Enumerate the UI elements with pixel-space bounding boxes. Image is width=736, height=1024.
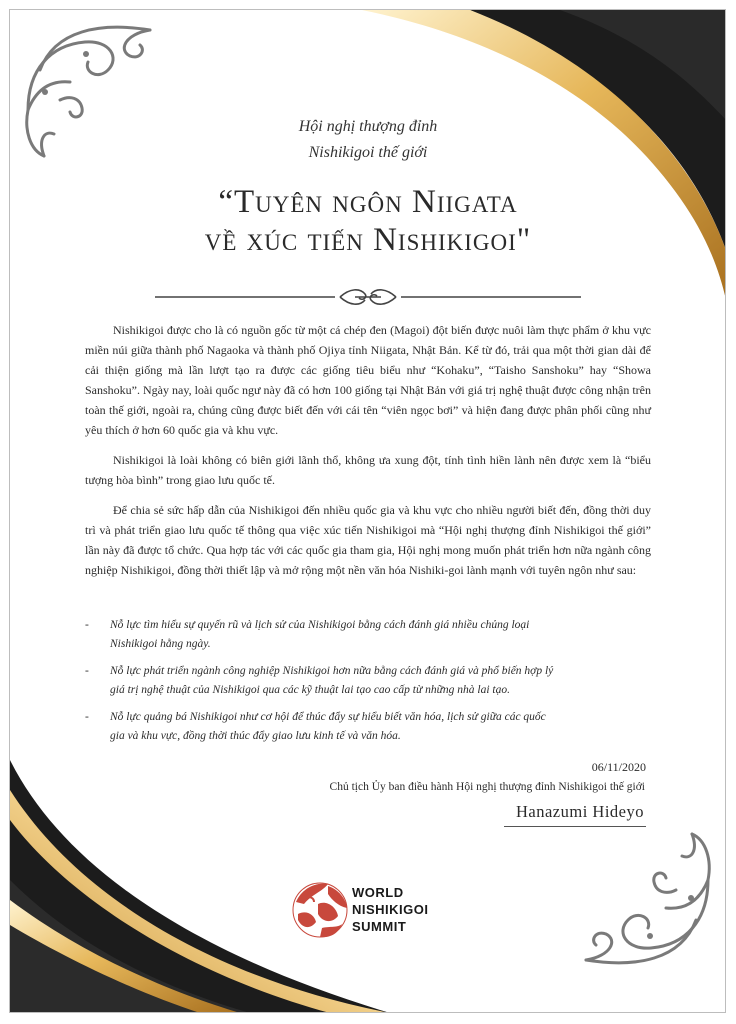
bullet-dash: -	[85, 711, 89, 723]
pledge-text: Nỗ lực tìm hiểu sự quyến rũ và lịch sử của Nishikigoi bằng cách đánh giá nhiều chủng loại Nishikigoi hằng ngày.	[110, 619, 530, 650]
declaration-title-line2: về xúc tiến Nishikigoi"	[204, 222, 532, 258]
signature-date: 06/11/2020	[591, 760, 646, 774]
pledge-item	[85, 616, 555, 654]
declaration-title-line1: “Tuyên ngôn Niigata	[218, 184, 518, 220]
summit-subtitle-line2: Nishikigoi thế giới	[308, 144, 428, 161]
bullet-dash: -	[85, 665, 89, 677]
body-paragraph: Nishikigoi là loài không có biên giới lãnh thổ, không ưa xung đột, tính tình hiền lành nên được xem là “biểu tượng hòa bình” trong giao lưu quốc tế.	[85, 453, 651, 487]
signatory-title: Chủ tịch Ủy ban điều hành Hội nghị thượng đỉnh Nishikigoi thế giới	[329, 781, 645, 793]
declaration-body	[85, 320, 651, 590]
logo-text-line: NISHIKIGOI	[352, 902, 429, 917]
body-paragraph: Nishikigoi được cho là có nguồn gốc từ một cá chép đen (Magoi) đột biến được nuôi làm thực phẩm ở khu vực miền núi giữa thành phố Nagaoka và thành phố Ojiya tỉnh Niigata, Nhật Bản. Kể từ đó, trải qua một thời gian dài để cải thiện giống mà lần lượt tạo ra được các giống tiêu biểu như “Kohaku”, “Taisho Sanshoku” hay “Showa Sanshoku”. Ngày nay, loài quốc ngư này đã có hơn 100 giống tại Nhật Bản với giá trị nghệ thuật được công nhận trên toàn thế giới, ngoài ra, chúng cũng được biết đến với cái tên “viên ngọc bơi” và hiện đang được phân phối cũng như yêu thích ở hơn 60 quốc gia và khu vực.	[85, 323, 651, 437]
pledge-text: Nỗ lực phát triển ngành công nghiệp Nishikigoi hơn nữa bằng cách đánh giá và phổ biến hợp lý giá trị nghệ thuật của Nishikigoi qua các kỹ thuật lai tạo cao cấp từ những nhà lai tạo.	[110, 665, 554, 696]
body-paragraph: Để chia sẻ sức hấp dẫn của Nishikigoi đến nhiều quốc gia và khu vực cho nhiều người biết đến, đồng thời duy trì và phát triển giao lưu quốc tế thông qua việc xúc tiến Nishikigoi mà “Hội nghị thượng đỉnh Nishikigoi thế giới” lần này đã được tổ chức. Qua hợp tác với các quốc gia tham gia, Hội nghị mong muốn phát triển hơn nữa ngành công nghiệp Nishikigoi, đồng thời thiết lập và mở rộng một nền văn hóa Nishiki-goi lành mạnh với tuyên ngôn như sau:	[85, 503, 651, 577]
scroll-divider-icon	[155, 286, 581, 308]
pledge-text: Nỗ lực quảng bá Nishikigoi như cơ hội để thúc đẩy sự hiểu biết văn hóa, lịch sử giữa các quốc gia và khu vực, đồng thời thúc đẩy giao lưu kinh tế và văn hóa.	[110, 711, 546, 742]
bullet-dash: -	[85, 619, 89, 631]
logo-text-line: SUMMIT	[352, 919, 407, 934]
logo-text-line: WORLD	[352, 885, 404, 900]
summit-subtitle-line1: Hội nghị thượng đỉnh	[298, 118, 438, 135]
pledge-list	[85, 616, 555, 754]
signatory-name: Hanazumi Hideyo	[504, 802, 646, 827]
pledge-item	[85, 708, 555, 746]
koi-pattern-icon	[293, 883, 347, 937]
logo-wordmark	[352, 884, 429, 935]
pledge-item	[85, 662, 555, 700]
